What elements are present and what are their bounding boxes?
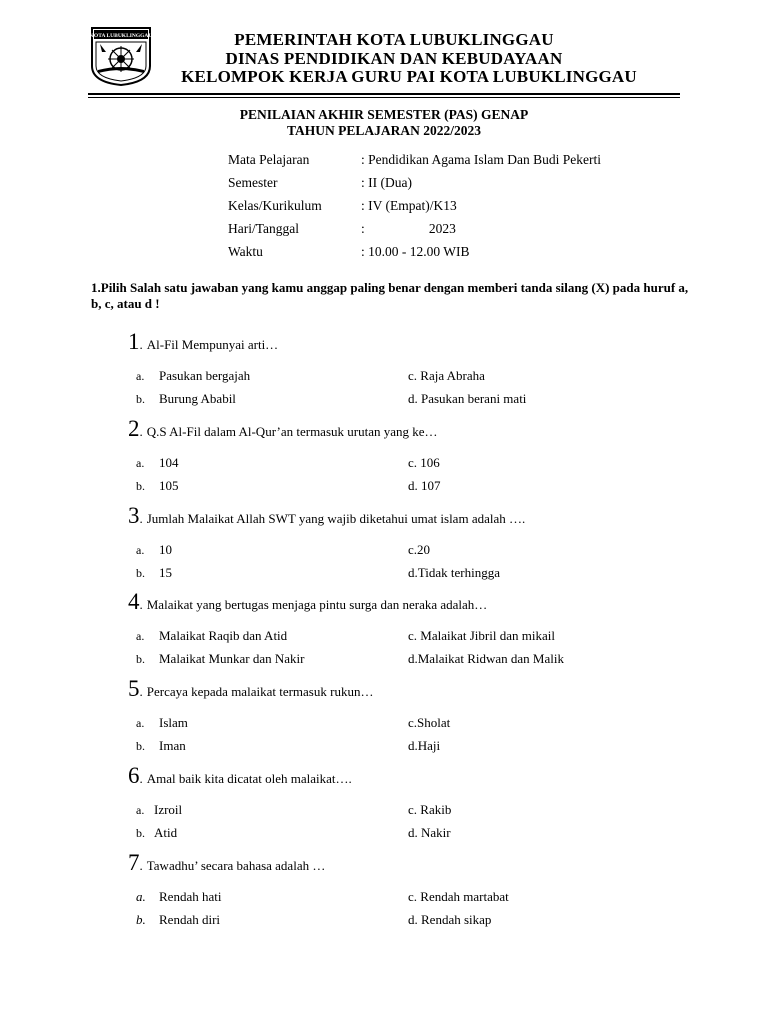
header-divider-thin — [88, 97, 680, 98]
option-a[interactable]: a. Islam — [136, 715, 188, 730]
question-6: 6 . Amal baik kita dicatat oleh malaikat…. a. Izroil c. Rakib b. Atid d. Nakir — [128, 763, 451, 846]
exam-year: TAHUN PELAJARAN 2022/2023 — [286, 123, 481, 138]
option-c[interactable]: c. 20 — [408, 542, 431, 557]
question-number: 6 — [128, 763, 140, 788]
option-b[interactable]: b. Iman — [136, 737, 186, 753]
question-text: Q.S Al-Fil dalam Al-Qur’an termasuk urutan yang ke… — [146, 424, 438, 439]
option-a[interactable]: a. Malaikat Raqib dan Atid — [136, 628, 288, 643]
option-d[interactable]: d. Malaikat Ridwan dan Malik — [408, 650, 564, 666]
option-d[interactable]: d. Pasukan berani mati — [408, 390, 527, 406]
info-value: : II (Dua) — [361, 175, 412, 190]
question-7: 7 . Tawadhu’ secara bahasa adalah … a. Rendah hati c. Rendah martabat b. Rendah diri d. Rendah sikap — [128, 850, 509, 933]
question-text: Amal baik kita dicatat oleh malaikat…. — [146, 771, 352, 786]
info-row-class — [228, 196, 601, 219]
question-number: 5 — [128, 676, 140, 701]
option-c[interactable]: c. Sholat — [408, 715, 451, 730]
instruction-text: 1.Pilih Salah satu jawaban yang kamu anggap paling benar dengan memberi tanda silang (X) pada huruf a, b, c, atau d ! — [91, 280, 689, 311]
option-c[interactable]: c. 106 — [408, 455, 440, 470]
header-department: DINAS PENDIDIKAN DAN KEBUDAYAAN — [225, 49, 563, 68]
option-b[interactable]: b. 15 — [136, 564, 172, 580]
option-a[interactable]: a. 104 — [136, 455, 179, 470]
question-2: 2 . Q.S Al-Fil dalam Al-Qur’an termasuk urutan yang ke… a. 104 c. 106 b. 105 d. 107 — [128, 416, 441, 499]
info-value: : IV (Empat)/K13 — [361, 198, 457, 213]
exam-title: PENILAIAN AKHIR SEMESTER (PAS) GENAP — [239, 107, 529, 122]
info-label: Mata Pelajaran — [228, 152, 310, 167]
option-d[interactable]: d. Haji — [408, 737, 441, 753]
option-b[interactable]: b. Atid — [136, 824, 178, 840]
info-row-time — [228, 242, 601, 265]
option-b[interactable]: b. Malaikat Munkar dan Nakir — [136, 650, 305, 666]
info-value: : 10.00 - 12.00 WIB — [361, 244, 470, 259]
info-label: Semester — [228, 175, 278, 190]
option-a[interactable]: a. Rendah hati — [136, 889, 222, 904]
option-b[interactable]: b. 105 — [136, 477, 179, 493]
option-c[interactable]: c. Rendah martabat — [408, 889, 509, 904]
question-text: Tawadhu’ secara bahasa adalah … — [146, 858, 326, 873]
option-d[interactable]: d. Nakir — [408, 824, 451, 840]
info-row-subject — [228, 150, 601, 173]
option-d[interactable]: d. 107 — [408, 477, 441, 493]
question-5: 5 . Percaya kepada malaikat termasuk rukun… a. Islam c. Sholat b. Iman d. Haji — [128, 676, 450, 759]
option-c[interactable]: c. Malaikat Jibril dan mikail — [408, 628, 555, 643]
question-4: 4 . Malaikat yang bertugas menjaga pintu surga dan neraka adalah… a. Malaikat Raqib dan Atid c. Malaikat Jibril dan mikail b. Malaikat Munkar dan Nakir d. Malaikat Ridwan dan Malik — [128, 589, 564, 672]
question-number: 2 — [128, 416, 140, 441]
info-label: Waktu — [228, 244, 263, 259]
question-text: Percaya kepada malaikat termasuk rukun… — [146, 684, 374, 699]
header-divider-thick — [88, 93, 680, 95]
question-number: 3 — [128, 503, 140, 528]
header-government: PEMERINTAH KOTA LUBUKLINGGAU — [234, 30, 554, 49]
option-a[interactable]: a. 10 — [136, 542, 172, 557]
question-text: Malaikat yang bertugas menjaga pintu surga dan neraka adalah… — [146, 597, 488, 612]
header-working-group: KELOMPOK KERJA GURU PAI KOTA LUBUKLINGGAU — [181, 67, 637, 86]
info-value: : Pendidikan Agama Islam Dan Budi Pekerti — [361, 152, 601, 167]
question-number: 1 — [128, 329, 140, 354]
info-value: : 2023 — [361, 221, 456, 236]
logo-text: KOTA LUBUKLINGGAU — [90, 33, 152, 39]
info-label: Kelas/Kurikulum — [228, 198, 322, 213]
option-b[interactable]: b. Rendah diri — [136, 911, 221, 927]
question-text: Al-Fil Mempunyai arti… — [146, 337, 279, 352]
option-a[interactable]: a. Pasukan bergajah — [136, 368, 251, 383]
option-c[interactable]: c. Rakib — [408, 802, 452, 817]
question-1: 1 . Al-Fil Mempunyai arti… a. Pasukan bergajah c. Raja Abraha b. Burung Ababil d. Pasukan berani mati — [128, 329, 526, 412]
info-row-date — [228, 219, 601, 242]
option-d[interactable]: d. Tidak terhingga — [408, 564, 500, 580]
question-number: 4 — [128, 589, 140, 614]
option-d[interactable]: d. Rendah sikap — [408, 911, 492, 927]
question-3: 3 . Jumlah Malaikat Allah SWT yang wajib diketahui umat islam adalah …. a. 10 c. 20 b. 15 d. Tidak terhingga — [128, 503, 525, 586]
option-c[interactable]: c. Raja Abraha — [408, 368, 485, 383]
option-a[interactable]: a. Izroil — [136, 802, 183, 817]
question-number: 7 — [128, 850, 140, 875]
option-b[interactable]: b. Burung Ababil — [136, 390, 236, 406]
info-label: Hari/Tanggal — [228, 221, 300, 236]
question-text: Jumlah Malaikat Allah SWT yang wajib diketahui umat islam adalah …. — [146, 511, 526, 526]
info-row-semester — [228, 173, 601, 196]
exam-info — [228, 150, 601, 265]
